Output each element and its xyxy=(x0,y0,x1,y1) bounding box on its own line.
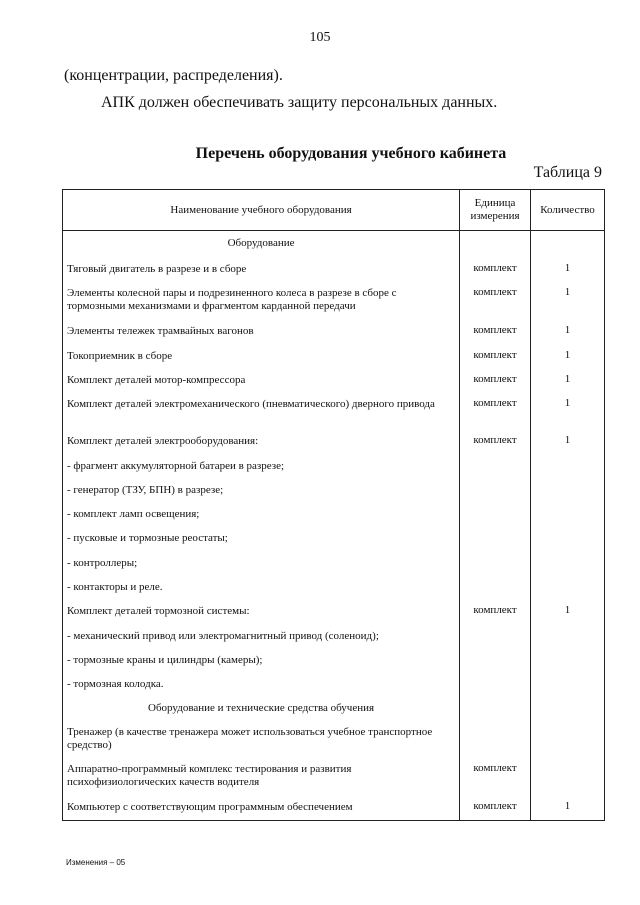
cell-qty xyxy=(531,231,605,257)
document-title: Перечень оборудования учебного кабинета xyxy=(195,145,507,162)
table-row xyxy=(63,526,605,551)
table-row xyxy=(63,599,605,624)
cell-qty xyxy=(531,648,605,672)
cell-name: - тормозные краны и цилиндры (камеры); xyxy=(63,648,460,672)
table-row xyxy=(63,478,605,502)
cell-qty: 1 xyxy=(531,344,605,368)
cell-name: - генератор (ТЗУ, БПН) в разрезе; xyxy=(63,478,460,502)
cell-unit: комплект xyxy=(460,392,531,429)
cell-name: Тренажер (в качестве тренажера может использоваться учебное транспортное средство) xyxy=(63,720,460,757)
table-row xyxy=(63,257,605,281)
table-body xyxy=(63,231,605,821)
cell-qty: 1 xyxy=(531,392,605,429)
cell-name: - комплект ламп освещения; xyxy=(63,502,460,526)
cell-name: Оборудование xyxy=(63,231,460,257)
cell-qty xyxy=(531,478,605,502)
cell-unit: комплект xyxy=(460,599,531,624)
table-row xyxy=(63,672,605,696)
cell-name: Тяговый двигатель в разрезе и в сборе xyxy=(63,257,460,281)
cell-name: - тормозная колодка. xyxy=(63,672,460,696)
cell-name: - контроллеры; xyxy=(63,551,460,575)
cell-qty xyxy=(531,551,605,575)
cell-name: Оборудование и технические средства обучения xyxy=(63,696,460,720)
cell-unit xyxy=(460,454,531,478)
cell-qty xyxy=(531,757,605,795)
cell-unit: комплект xyxy=(460,281,531,319)
table-row xyxy=(63,720,605,757)
cell-qty xyxy=(531,575,605,599)
cell-name: Элементы колесной пары и подрезиненного колеса в разрезе в сборе с тормозными механизмами и фрагментом карданной передачи xyxy=(63,281,460,319)
cell-name: Компьютер с соответствующим программным обеспечением xyxy=(63,795,460,821)
cell-unit xyxy=(460,551,531,575)
table-row xyxy=(63,429,605,454)
intro-line-2: АПК должен обеспечивать защиту персональных данных. xyxy=(101,94,498,111)
cell-qty: 1 xyxy=(531,281,605,319)
cell-qty: 1 xyxy=(531,429,605,454)
cell-unit xyxy=(460,478,531,502)
intro-line-1: (концентрации, распределения). xyxy=(64,67,283,84)
cell-unit: комплект xyxy=(460,257,531,281)
table-caption: Таблица 9 xyxy=(533,164,602,181)
table-row xyxy=(63,319,605,344)
cell-unit xyxy=(460,648,531,672)
cell-unit: комплект xyxy=(460,368,531,392)
cell-unit: комплект xyxy=(460,344,531,368)
cell-name: Комплект деталей электрооборудования: xyxy=(63,429,460,454)
page-number: 105 xyxy=(309,30,331,45)
table-row xyxy=(63,454,605,478)
cell-name: Комплект деталей электромеханического (пневматического) дверного привода xyxy=(63,392,460,429)
table-section-row xyxy=(63,696,605,720)
cell-unit: комплект xyxy=(460,757,531,795)
header-unit: Единица измерения xyxy=(460,190,531,231)
cell-qty xyxy=(531,672,605,696)
cell-qty xyxy=(531,696,605,720)
cell-unit: комплект xyxy=(460,795,531,821)
cell-qty xyxy=(531,720,605,757)
cell-name: - механический привод или электромагнитный привод (соленоид); xyxy=(63,624,460,648)
cell-qty xyxy=(531,624,605,648)
cell-name: Аппаратно-программный комплекс тестирования и развития психофизиологических качеств водителя xyxy=(63,757,460,795)
cell-name: Токоприемник в сборе xyxy=(63,344,460,368)
table-row xyxy=(63,502,605,526)
header-name: Наименование учебного оборудования xyxy=(63,190,460,231)
table-row xyxy=(63,795,605,821)
table-section-row xyxy=(63,231,605,257)
table-row xyxy=(63,624,605,648)
cell-name: Комплект деталей тормозной системы: xyxy=(63,599,460,624)
cell-qty: 1 xyxy=(531,599,605,624)
cell-unit xyxy=(460,696,531,720)
table-row xyxy=(63,575,605,599)
cell-qty: 1 xyxy=(531,795,605,821)
cell-name: Комплект деталей мотор-компрессора xyxy=(63,368,460,392)
cell-unit xyxy=(460,231,531,257)
cell-unit: комплект xyxy=(460,429,531,454)
table-header-row xyxy=(63,190,605,231)
table-row xyxy=(63,551,605,575)
footer-note: Изменения – 05 xyxy=(66,858,126,867)
table-row xyxy=(63,368,605,392)
cell-unit xyxy=(460,720,531,757)
cell-qty xyxy=(531,502,605,526)
table-row xyxy=(63,281,605,319)
cell-qty xyxy=(531,454,605,478)
cell-unit xyxy=(460,526,531,551)
cell-qty: 1 xyxy=(531,368,605,392)
cell-unit xyxy=(460,502,531,526)
table-row xyxy=(63,757,605,795)
table-row xyxy=(63,344,605,368)
cell-qty: 1 xyxy=(531,257,605,281)
cell-name: Элементы тележек трамвайных вагонов xyxy=(63,319,460,344)
cell-name: - фрагмент аккумуляторной батареи в разрезе; xyxy=(63,454,460,478)
cell-unit: комплект xyxy=(460,319,531,344)
cell-name: - пусковые и тормозные реостаты; xyxy=(63,526,460,551)
cell-qty xyxy=(531,526,605,551)
table-row xyxy=(63,648,605,672)
equipment-table xyxy=(62,189,605,821)
cell-qty: 1 xyxy=(531,319,605,344)
cell-unit xyxy=(460,624,531,648)
cell-name: - контакторы и реле. xyxy=(63,575,460,599)
table-row xyxy=(63,392,605,429)
cell-unit xyxy=(460,672,531,696)
cell-unit xyxy=(460,575,531,599)
header-qty: Количество xyxy=(531,190,605,231)
